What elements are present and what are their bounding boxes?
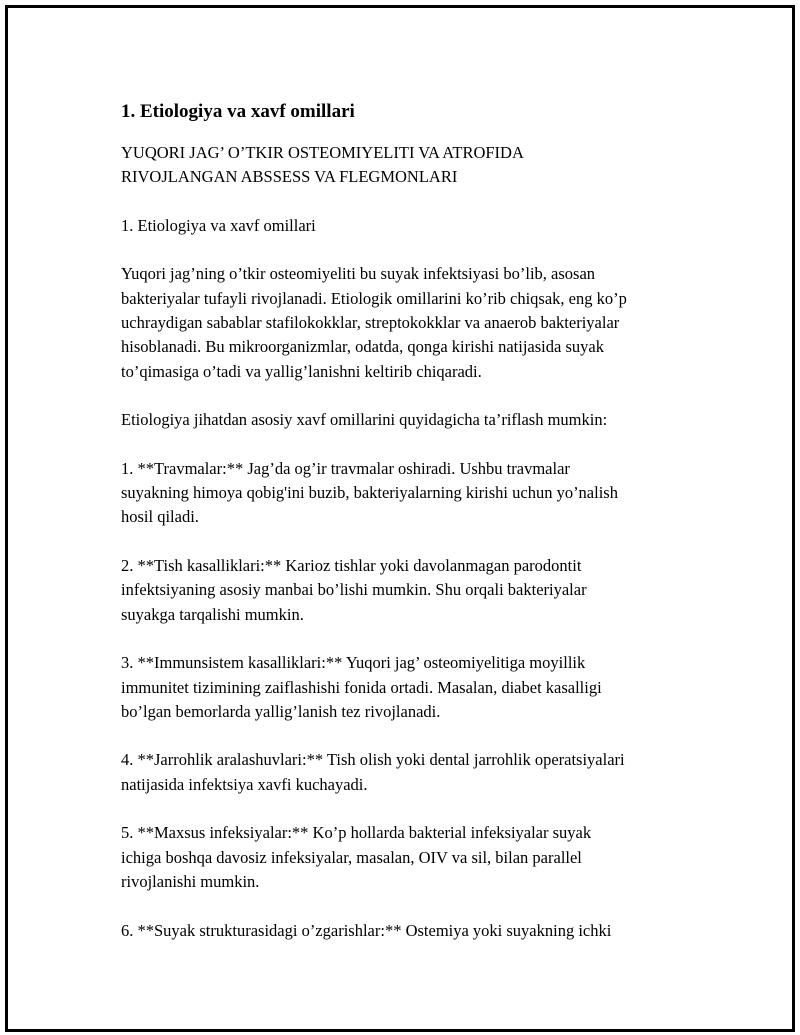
paragraph-section-label: 1. Etiologiya va xavf omillari <box>121 215 316 235</box>
paragraph-intro: Yuqori jag’ning o’tkir osteomiyeliti bu suyak infektsiyasi bo’lib, asosan bakteriyalar tufayli rivojlanadi. Etiologik omillarini ko’rib chiqsak, eng ko’p uchraydigan sabablar stafilokokklar, streptokokklar va anaerob bakteriyalar hisoblanadi. Bu mikroorganizmlar, odatda, qonga kirishi natijasida suyak to’qimasiga o’tadi va yallig’lanishni keltirib chiqaradi. <box>121 264 627 381</box>
paragraph-item-3: 3. **Immunsistem kasalliklari:** Yuqori jag’ osteomiyelitiga moyillik immunitet tizimining zaiflashishi fonida ortadi. Masalan, diabet kasalligi bo’lgan bemorlarda yallig’lanish tez rivojlanadi. <box>121 653 602 721</box>
paragraph-item-5: 5. **Maxsus infeksiyalar:** Ko’p hollarda bakterial infeksiyalar suyak ichiga boshqa davosiz infeksiyalar, masalan, OIV va sil, bilan parallel rivojlanishi mumkin. <box>121 823 592 891</box>
paragraph-item-4: 4. **Jarrohlik aralashuvlari:** Tish olish yoki dental jarrohlik operatsiyalari natijasida infektsiya xavfi kuchayadi. <box>121 750 625 794</box>
paragraph-item-6: 6. **Suyak strukturasidagi o’zgarishlar:** Ostemiya yoki suyakning ichki <box>121 920 612 940</box>
paragraph-item-1: 1. **Travmalar:** Jag’da og’ir travmalar oshiradi. Ushbu travmalar suyakning himoya qobig'ini buzib, bakteriyalarning kirishi uchun yo’nalish hosil qiladi. <box>121 458 618 527</box>
document-page <box>5 5 795 1032</box>
paragraph-item-2: 2. **Tish kasalliklari:** Karioz tishlar yoki davolanmagan parodontit infektsiyaning asosiy manbai bo’lishi mumkin. Shu orqali bakteriyalar suyakga tarqalishi mumkin. <box>121 556 587 624</box>
document-title: YUQORI JAG’ O’TKIR OSTEOMIYELITI VA ATROFIDA RIVOJLANGAN ABSSESS VA FLEGMONLARI <box>121 143 524 187</box>
section-heading: 1. Etiologiya va xavf omillari <box>121 101 355 122</box>
document-body <box>121 99 681 967</box>
paragraph-risk-lead: Etiologiya jihatdan asosiy xavf omillarini quyidagicha ta’riflash mumkin: <box>121 410 608 430</box>
